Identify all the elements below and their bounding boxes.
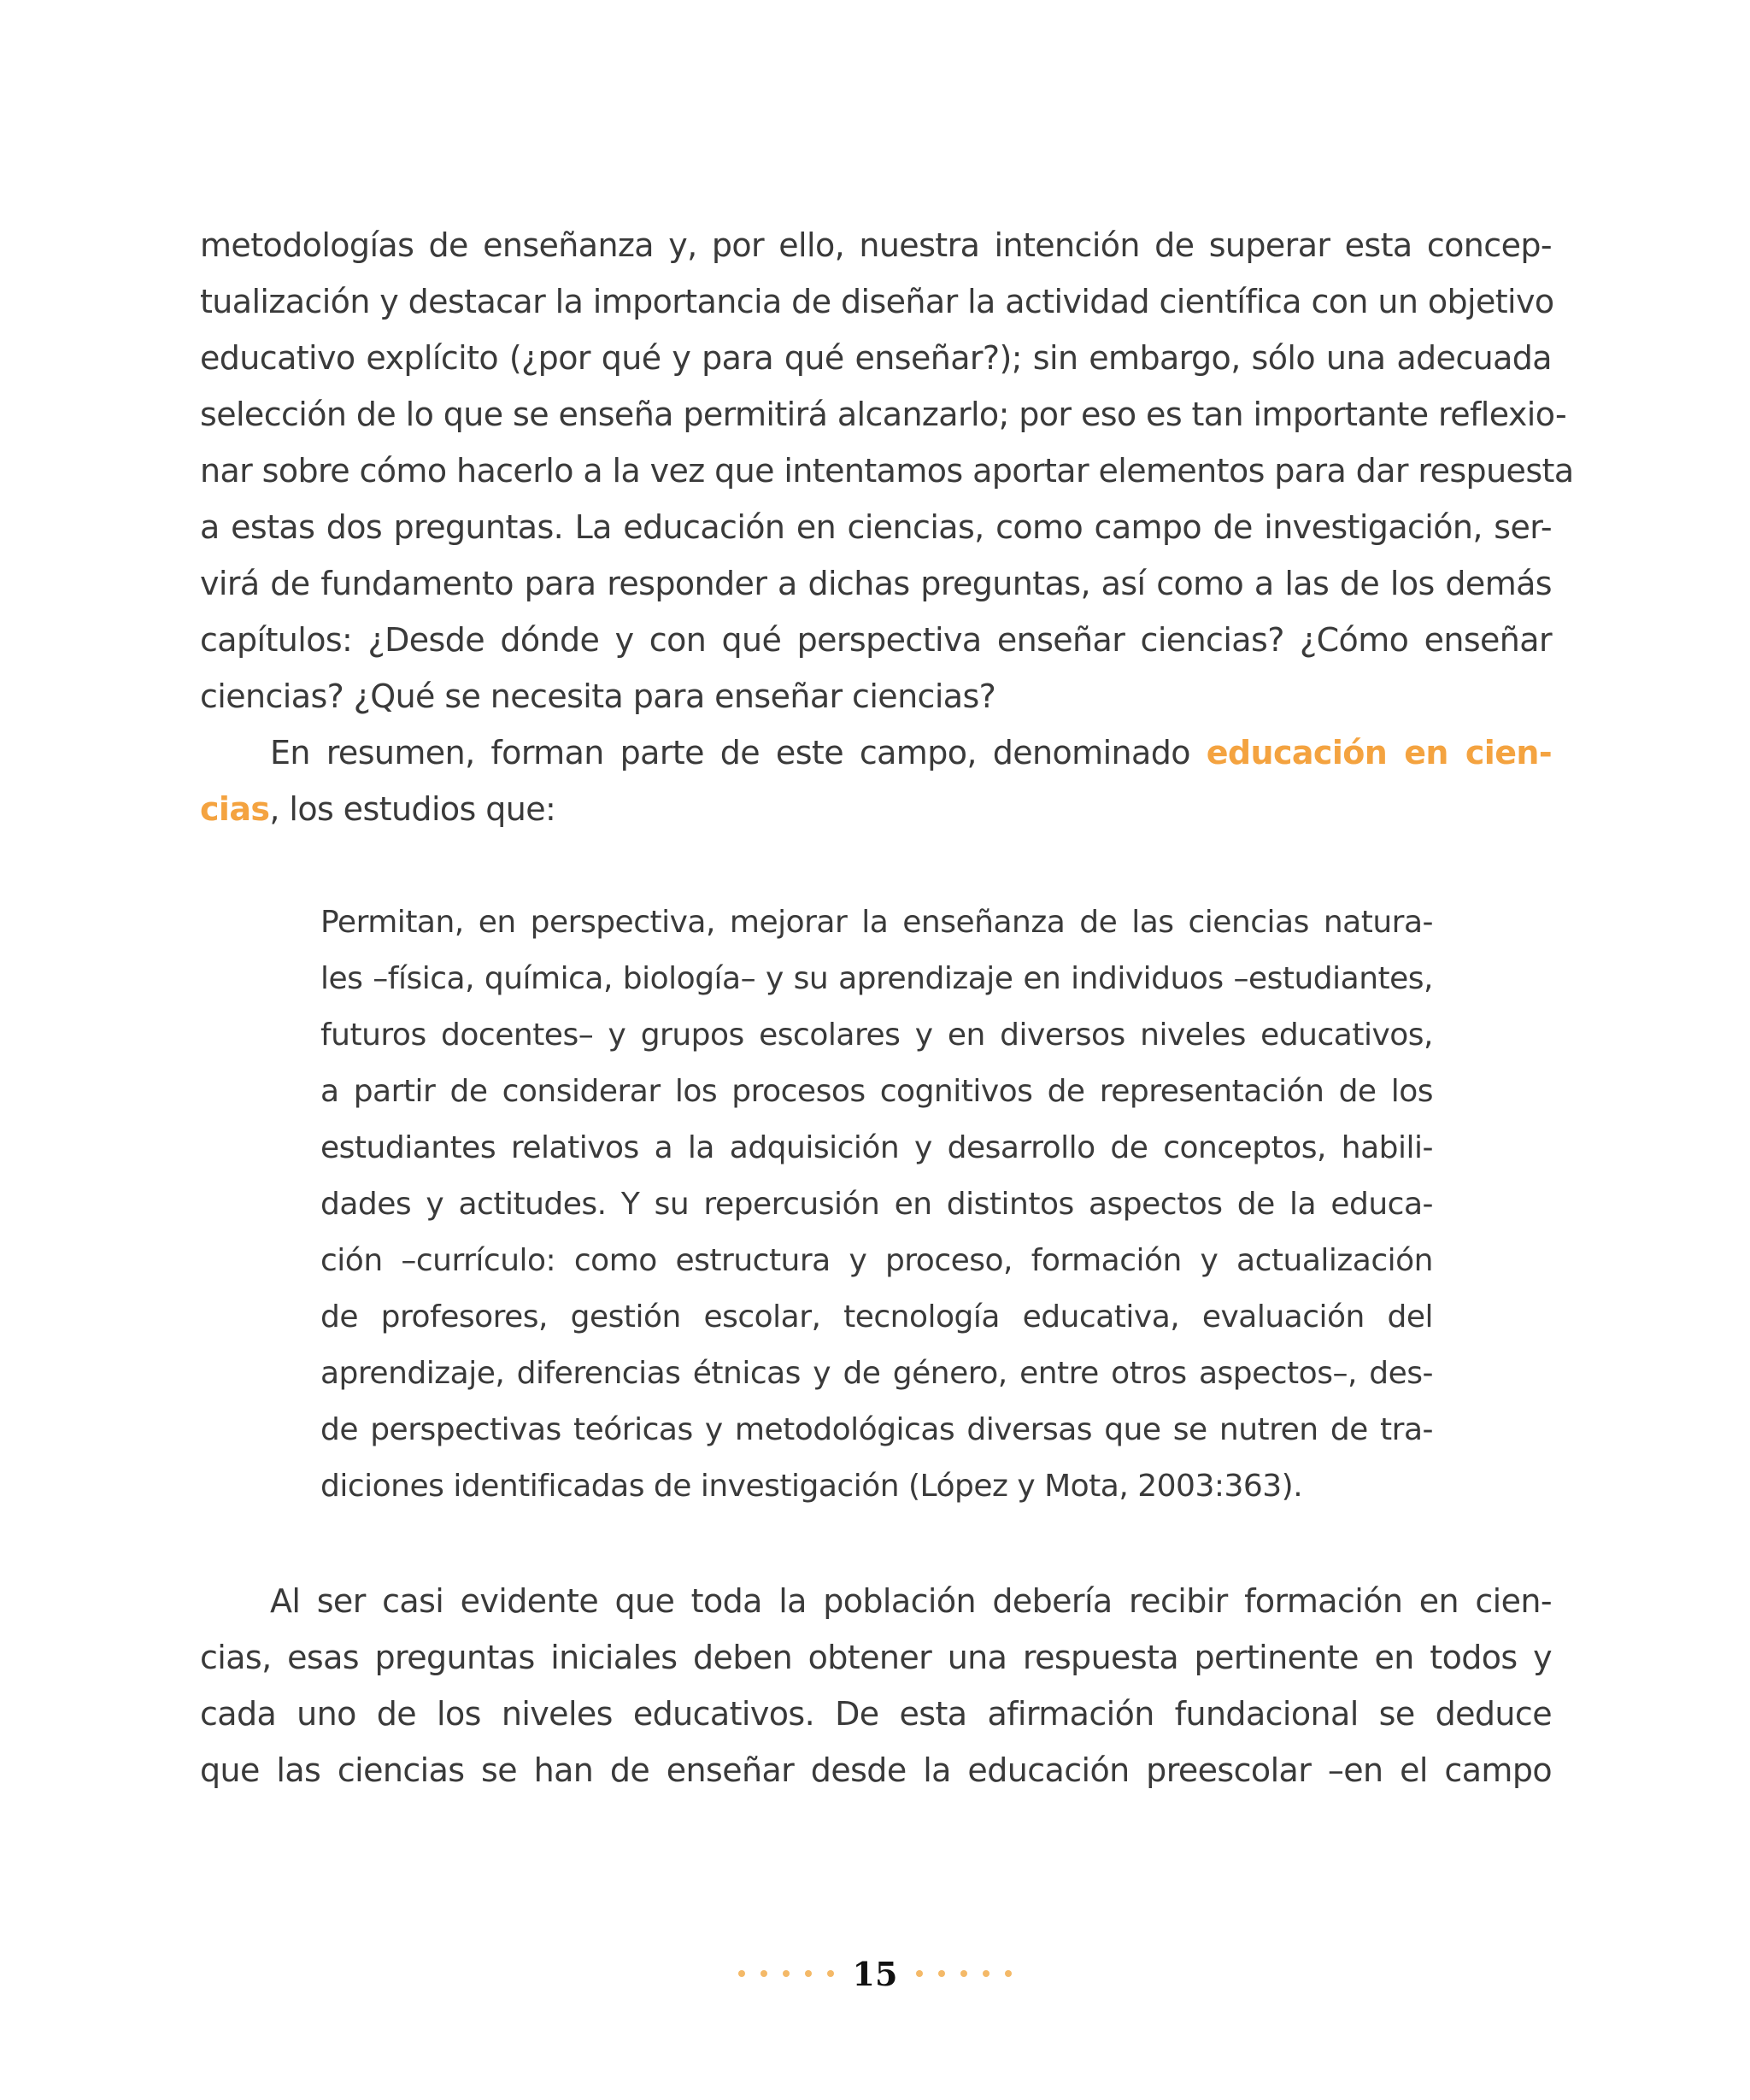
text-line: cada uno de los niveles educativos. De esta afirmación fundacional se deduce [200,1695,1552,1733]
dot [916,1970,923,1977]
dot [938,1970,945,1977]
text-line: cias, esas preguntas iniciales deben obtener una respuesta pertinente en todos y [200,1639,1552,1676]
text-line: virá de fundamento para responder a dichas preguntas, así como a las de los demás [200,565,1552,602]
dot [783,1970,790,1977]
dot [827,1970,834,1977]
quote-line: diciones identificadas de investigación (López y Mota, 2003:363). [320,1469,1303,1504]
quote-line: de perspectivas teóricas y metodológicas diversas que se nutren de tra- [320,1412,1433,1447]
text-run: En resumen, forman parte de este campo, denominado [270,734,1207,771]
text-line [270,724,1552,781]
text-line: que las ciencias se han de enseñar desde la educación preescolar –en el campo [200,1751,1552,1789]
dot [1005,1970,1012,1977]
left-dots-ornament [738,1970,834,1977]
page-number: 15 [852,1954,898,1993]
quote-line: ción –currículo: como estructura y proceso, formación y actualización [320,1243,1433,1278]
text-line: nar sobre cómo hacerlo a la vez que intentamos aportar elementos para dar respuesta [200,452,1574,490]
text-line: tualización y destacar la importancia de diseñar la actividad científica con un objetivo [200,283,1554,320]
text-line: ciencias? ¿Qué se necesita para enseñar ciencias? [200,678,996,715]
quote-line: dades y actitudes. Y su repercusión en distintos aspectos de la educa- [320,1187,1433,1222]
highlighted-term: cias [200,790,270,828]
text-line: Al ser casi evidente que toda la población debería recibir formación en cien- [270,1582,1552,1620]
dot [805,1970,812,1977]
text-line [200,781,1552,837]
dot [960,1970,967,1977]
text-line: metodologías de enseñanza y, por ello, nuestra intención de superar esta concep- [200,226,1552,264]
quote-line: estudiantes relativos a la adquisición y desarrollo de conceptos, habili- [320,1130,1433,1165]
page-footer [0,1944,1750,2003]
dot [760,1970,767,1977]
quote-line: Permitan, en perspectiva, mejorar la enseñanza de las ciencias natura- [320,905,1433,940]
dot [983,1970,990,1977]
quote-line: aprendizaje, diferencias étnicas y de género, entre otros aspectos–, des- [320,1356,1433,1391]
quote-line: les –física, química, biología– y su aprendizaje en individuos –estudiantes, [320,961,1433,996]
quote-line: a partir de considerar los procesos cognitivos de representación de los [320,1074,1433,1109]
text-line: educativo explícito (¿por qué y para qué enseñar?); sin embargo, sólo una adecuada [200,339,1552,377]
text-line: capítulos: ¿Desde dónde y con qué perspectiva enseñar ciencias? ¿Cómo enseñar [200,621,1552,659]
text-line: selección de lo que se enseña permitirá alcanzarlo; por eso es tan importante reflexio- [200,396,1567,433]
quote-line: futuros docentes– y grupos escolares y en diversos niveles educativos, [320,1018,1433,1053]
dot [738,1970,745,1977]
highlighted-term: educación en cien- [1206,734,1552,771]
right-dots-ornament [916,1970,1012,1977]
quote-line: de profesores, gestión escolar, tecnología educativa, evaluación del [320,1299,1433,1334]
text-line: a estas dos preguntas. La educación en ciencias, como campo de investigación, ser- [200,508,1552,546]
text-run: , los estudios que: [269,790,556,828]
